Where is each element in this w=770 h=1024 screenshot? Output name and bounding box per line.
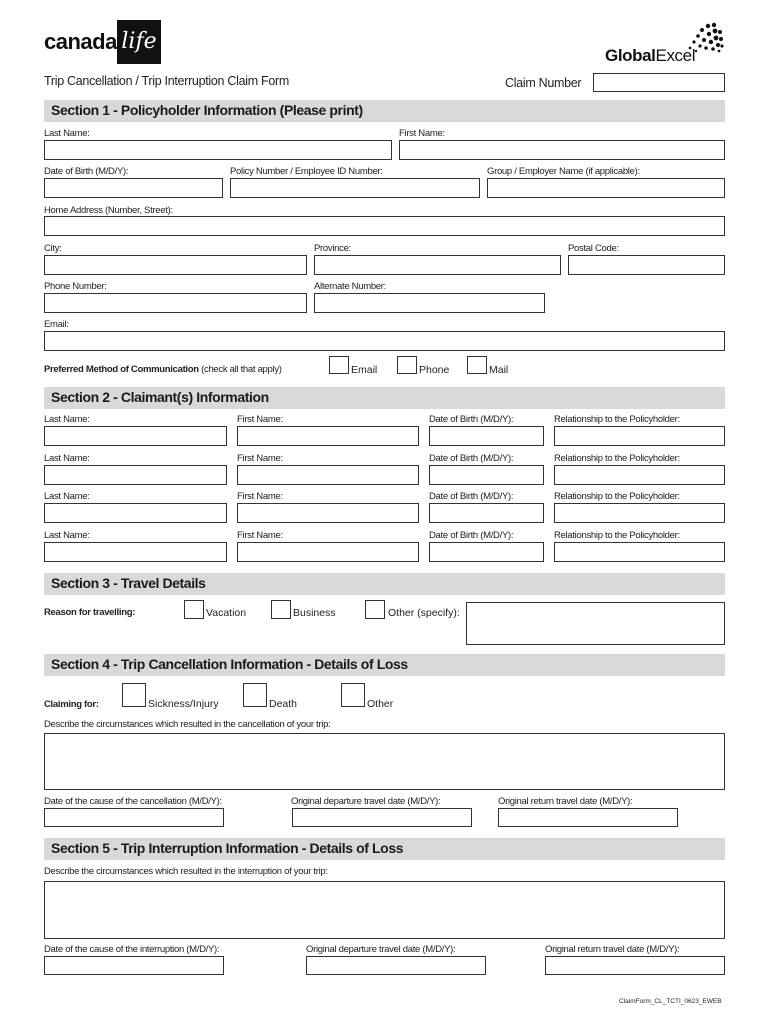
globalexcel-logo: GlobalExcel	[605, 46, 696, 65]
s2-last-name-field[interactable]	[44, 503, 227, 523]
s1-group-label: Group / Employer Name (if applicable):	[487, 166, 640, 177]
s2-dob-label: Date of Birth (M/D/Y):	[429, 453, 514, 464]
s2-last-name-label: Last Name:	[44, 453, 90, 464]
form-title: Trip Cancellation / Trip Interruption Claim Form	[44, 74, 289, 88]
s1-postal-code-field[interactable]	[568, 255, 725, 275]
s5-date-cause-field[interactable]	[44, 956, 224, 975]
s1-phone-field[interactable]	[44, 293, 307, 313]
s2-relationship-field[interactable]	[554, 542, 725, 562]
s1-group-field[interactable]	[487, 178, 725, 198]
s1-email-field[interactable]	[44, 331, 725, 351]
travel-vacation-label: Vacation	[206, 607, 247, 619]
s4-orig-departure-field[interactable]	[292, 808, 472, 827]
travel-other-checkbox[interactable]	[365, 600, 385, 619]
s2-dob-label: Date of Birth (M/D/Y):	[429, 414, 514, 425]
life-logo-mark: life	[117, 20, 161, 64]
section-4-header: Section 4 - Trip Cancellation Information - Details of Loss	[44, 654, 725, 676]
claim-sickness-label: Sickness/Injury	[148, 698, 219, 710]
s2-relationship-field[interactable]	[554, 426, 725, 446]
s1-alternate-field[interactable]	[314, 293, 545, 313]
s1-province-field[interactable]	[314, 255, 561, 275]
s2-dob-field[interactable]	[429, 426, 544, 446]
s4-orig-return-label: Original return travel date (M/D/Y):	[498, 796, 633, 807]
s1-home-address-field[interactable]	[44, 216, 725, 236]
s2-relationship-field[interactable]	[554, 465, 725, 485]
s5-describe-field[interactable]	[44, 881, 725, 939]
reason-travelling-label: Reason for travelling:	[44, 607, 136, 618]
s2-relationship-label: Relationship to the Policyholder:	[554, 453, 680, 464]
form-code: ClaimForm_CL_TCTI_0623_EWEB	[619, 998, 722, 1005]
travel-other-label: Other (specify):	[388, 607, 460, 619]
s2-last-name-label: Last Name:	[44, 491, 90, 502]
s5-date-cause-label: Date of the cause of the interruption (M/D/Y):	[44, 944, 220, 955]
s1-home-address-label: Home Address (Number, Street):	[44, 205, 173, 216]
s2-dob-label: Date of Birth (M/D/Y):	[429, 530, 514, 541]
claiming-for-label: Claiming for:	[44, 699, 99, 710]
claim-other-checkbox[interactable]	[341, 683, 365, 707]
s5-orig-return-label: Original return travel date (M/D/Y):	[545, 944, 680, 955]
s1-last-name-field[interactable]	[44, 140, 392, 160]
travel-vacation-checkbox[interactable]	[184, 600, 204, 619]
s2-dob-field[interactable]	[429, 542, 544, 562]
pref-email-checkbox[interactable]	[329, 356, 349, 374]
s4-describe-field[interactable]	[44, 733, 725, 790]
claim-sickness-checkbox[interactable]	[122, 683, 146, 707]
s2-first-name-field[interactable]	[237, 503, 419, 523]
s2-relationship-field[interactable]	[554, 503, 725, 523]
s2-last-name-field[interactable]	[44, 465, 227, 485]
s1-policy-number-label: Policy Number / Employee ID Number:	[230, 166, 383, 177]
s4-describe-label: Describe the circumstances which resulted in the cancellation of your trip:	[44, 719, 331, 730]
section-5-header: Section 5 - Trip Interruption Information - Details of Loss	[44, 838, 725, 860]
s2-dob-label: Date of Birth (M/D/Y):	[429, 491, 514, 502]
pref-mail-label: Mail	[489, 364, 509, 376]
s1-city-field[interactable]	[44, 255, 307, 275]
s2-last-name-field[interactable]	[44, 542, 227, 562]
s1-first-name-label: First Name:	[399, 128, 445, 139]
s5-orig-departure-field[interactable]	[306, 956, 486, 975]
pref-phone-checkbox[interactable]	[397, 356, 417, 374]
s4-date-cause-field[interactable]	[44, 808, 224, 827]
s2-first-name-label: First Name:	[237, 414, 283, 425]
travel-business-label: Business	[293, 607, 336, 619]
s1-last-name-label: Last Name:	[44, 128, 90, 139]
travel-business-checkbox[interactable]	[271, 600, 291, 619]
s1-postal-code-label: Postal Code:	[568, 243, 619, 254]
s1-first-name-field[interactable]	[399, 140, 725, 160]
s2-relationship-label: Relationship to the Policyholder:	[554, 491, 680, 502]
s1-policy-number-field[interactable]	[230, 178, 480, 198]
claim-other-label: Other	[367, 698, 394, 710]
claim-death-checkbox[interactable]	[243, 683, 267, 707]
s1-city-label: City:	[44, 243, 62, 254]
s2-first-name-label: First Name:	[237, 453, 283, 464]
s2-first-name-label: First Name:	[237, 530, 283, 541]
s4-orig-return-field[interactable]	[498, 808, 678, 827]
pref-email-label: Email	[351, 364, 378, 376]
s2-first-name-field[interactable]	[237, 465, 419, 485]
travel-other-specify-field[interactable]	[466, 602, 725, 645]
s1-province-label: Province:	[314, 243, 351, 254]
section-1-header: Section 1 - Policyholder Information (Please print)	[44, 100, 725, 122]
s2-last-name-label: Last Name:	[44, 530, 90, 541]
pref-mail-checkbox[interactable]	[467, 356, 487, 374]
s1-phone-label: Phone Number:	[44, 281, 107, 292]
claim-number-label: Claim Number	[505, 76, 582, 90]
claim-number-field[interactable]	[593, 73, 725, 92]
s2-relationship-label: Relationship to the Policyholder:	[554, 414, 680, 425]
preferred-communication-label: Preferred Method of Communication (check all that apply)	[44, 364, 282, 375]
s5-describe-label: Describe the circumstances which resulted in the interruption of your trip:	[44, 866, 328, 877]
s5-orig-departure-label: Original departure travel date (M/D/Y):	[306, 944, 456, 955]
canada-life-logo-text: canada	[44, 29, 117, 54]
s4-date-cause-label: Date of the cause of the cancellation (M/D/Y):	[44, 796, 222, 807]
s1-email-label: Email:	[44, 319, 69, 330]
s2-first-name-label: First Name:	[237, 491, 283, 502]
s2-first-name-field[interactable]	[237, 426, 419, 446]
section-2-header: Section 2 - Claimant(s) Information	[44, 387, 725, 409]
s2-dob-field[interactable]	[429, 465, 544, 485]
section-3-header: Section 3 - Travel Details	[44, 573, 725, 595]
pref-phone-label: Phone	[419, 364, 450, 376]
s2-relationship-label: Relationship to the Policyholder:	[554, 530, 680, 541]
s5-orig-return-field[interactable]	[545, 956, 725, 975]
claim-death-label: Death	[269, 698, 298, 710]
s1-dob-label: Date of Birth (M/D/Y):	[44, 166, 129, 177]
s2-first-name-field[interactable]	[237, 542, 419, 562]
s1-alternate-label: Alternate Number:	[314, 281, 386, 292]
s2-dob-field[interactable]	[429, 503, 544, 523]
s2-last-name-field[interactable]	[44, 426, 227, 446]
s4-orig-departure-label: Original departure travel date (M/D/Y):	[291, 796, 441, 807]
s1-dob-field[interactable]	[44, 178, 223, 198]
s2-last-name-label: Last Name:	[44, 414, 90, 425]
